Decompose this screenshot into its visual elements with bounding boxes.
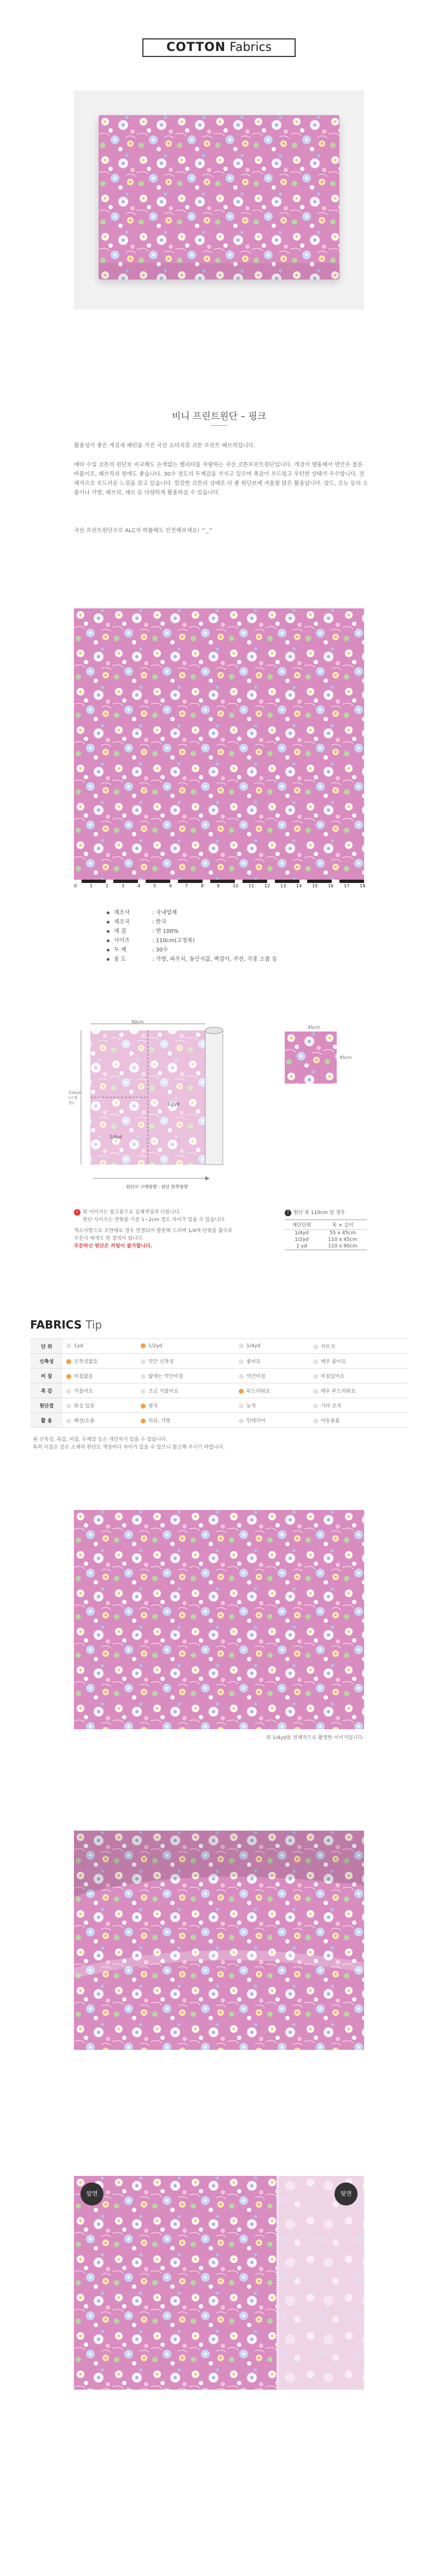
ruler-tick-label: 15	[312, 884, 318, 888]
dot-icon	[66, 1389, 71, 1394]
fabric-photo-drape	[74, 1831, 364, 2050]
dot-icon	[313, 1404, 318, 1409]
spec-list	[107, 908, 277, 964]
intro-paragraph-1: 활용성이 좋은 게검새 패턴을 가진 국산 쇼타지갖 코튼 프린트 패브릭입니다.	[74, 443, 256, 449]
ruler-tick-label: 13	[280, 884, 286, 888]
spec-key: 용 도	[114, 956, 126, 962]
spec-value: : 30수	[152, 947, 168, 953]
direction-note: 원단이 구매방향 : 원단 한쪽방향	[126, 1184, 188, 1189]
dot-icon	[313, 1374, 318, 1379]
tip-row-header: 활 용	[30, 1413, 63, 1428]
size-diagram	[68, 1019, 252, 1200]
dot-icon	[313, 1389, 318, 1394]
spec-row	[107, 955, 277, 964]
product-title: 비니 프린트원단 – 핑크	[171, 411, 267, 422]
folded-fabric-image	[99, 115, 339, 280]
tip-option: 능직	[235, 1398, 310, 1413]
spec-value: : 면 100%	[152, 928, 178, 934]
tip-option: 1yd	[63, 1339, 137, 1354]
bullet-icon	[107, 921, 110, 924]
bullet-icon	[107, 949, 110, 951]
dot-icon	[66, 1404, 71, 1409]
tip-option: 좋아요	[235, 1354, 310, 1369]
notes-block	[74, 1209, 238, 1250]
tip-notes	[33, 1436, 411, 1451]
fabric-photo-full	[74, 1510, 364, 1729]
tip-note-1: 위 신축성, 촉감, 비침, 두께감 등은 개인차가 있을 수 있습니다.	[33, 1437, 168, 1443]
tip-option: 부드러워요	[235, 1383, 310, 1398]
dot-icon	[66, 1343, 71, 1348]
tip-option: 아동용품	[310, 1413, 408, 1428]
size-table-block	[285, 1209, 383, 1250]
tip-option: 비침있어요	[310, 1369, 408, 1383]
intro-paragraph-3: 국산 프린트원단으로 ALC자 하뚫해도 안전해보세요! ^_^	[74, 528, 214, 534]
ruler-tick-label: 10	[233, 884, 239, 888]
width-label: 90cm	[131, 1019, 144, 1024]
notice-icon: !	[74, 1209, 80, 1216]
tip-option: 워싱 있음	[63, 1398, 137, 1413]
note-1: 위 이미지는 참고용으로 실제색상과 다릅니다.	[83, 1210, 181, 1215]
note-2: 원단 사이즈는 전원봉 기준 1~2cm 정도 차이가 있을 수 있습니다.	[83, 1217, 226, 1223]
tip-option: 패션/소품	[63, 1413, 137, 1428]
tip-option: 거칠어요	[63, 1383, 137, 1398]
tip-option: 커트지	[310, 1339, 408, 1354]
quarter-yard-label: 1/4yd	[110, 1135, 122, 1139]
photo-caption: 위 1/4yd를 전체적으로 촬영한 이미지입니다.	[266, 1735, 364, 1741]
tip-option: 매우 좋아요	[310, 1354, 408, 1369]
selected-dot-icon	[141, 1343, 146, 1348]
small-swatch-diagram	[285, 1025, 356, 1091]
tip-option: 의류, 가방	[137, 1413, 235, 1428]
tip-row	[30, 1369, 408, 1383]
tip-option: 매우 부드러워요	[310, 1383, 408, 1398]
dot-icon	[141, 1359, 146, 1364]
tip-row-header: 단 위	[30, 1339, 63, 1354]
ruler-tick-label: 16	[328, 884, 334, 888]
brand-subtitle: Fabrics	[229, 41, 272, 54]
tip-row-header: 신축성	[30, 1354, 63, 1369]
tip-row	[30, 1398, 408, 1413]
ruler-tick-label: 14	[296, 884, 302, 888]
half-yard-label: 1/2yd	[167, 1102, 180, 1107]
ruler-tick-label: 8	[201, 884, 204, 888]
tip-row-header: 촉 감	[30, 1383, 63, 1398]
fabrics-tip-table	[30, 1338, 408, 1428]
height-label: 110cm (고정폭)	[68, 1091, 82, 1105]
tip-row-header: 원단결	[30, 1398, 63, 1413]
spec-key: 사이즈	[114, 938, 130, 944]
ruler-tick-label: 4	[137, 884, 141, 888]
bullet-icon	[107, 930, 110, 933]
size-table: 재단단위 폭 × 길이 1/4yd 55 x 45cm 1/2yd 110 x 45cm 1 yd 110 x 90cm	[285, 1219, 367, 1250]
ruler	[74, 880, 364, 890]
tip-option: 기타 조직	[310, 1398, 408, 1413]
tip-option: 평직	[137, 1398, 235, 1413]
dot-icon	[313, 1344, 318, 1349]
spec-row	[107, 945, 277, 955]
ruler-tick-label: 11	[249, 884, 255, 888]
dot-icon	[313, 1418, 318, 1423]
spec-row	[107, 917, 277, 927]
tip-row	[30, 1383, 408, 1398]
info-icon: !	[285, 1210, 291, 1216]
ruler-tick-label: 17	[344, 884, 350, 888]
bullet-icon	[107, 958, 110, 961]
tip-option: 인테리어	[235, 1413, 310, 1428]
spec-row	[107, 936, 277, 945]
dot-icon	[239, 1418, 244, 1423]
spec-value: : 가방, 파우치, 동인지값, 벽걸이, 쿠션, 각종 소품 등	[152, 956, 278, 962]
selected-dot-icon	[239, 1389, 244, 1394]
brand-header	[142, 38, 296, 57]
tip-row	[30, 1413, 408, 1428]
spec-value: : 110cm(고정폭)	[152, 938, 195, 944]
bullet-icon	[107, 911, 110, 914]
selected-dot-icon	[141, 1404, 146, 1409]
tip-option: 비침없음	[63, 1369, 137, 1383]
small-width-label: 45cm	[308, 1025, 320, 1030]
ruler-tick-label: 5	[153, 884, 157, 888]
fabric-swatch-image	[74, 608, 364, 880]
bullet-icon	[107, 939, 110, 942]
back-badge: 뒷면	[335, 2182, 358, 2205]
tip-option: 조금 거칠어요	[137, 1383, 235, 1398]
spec-key: 제조국	[114, 919, 130, 925]
tip-row	[30, 1339, 408, 1354]
dot-icon	[141, 1389, 146, 1394]
spec-key: 제조사	[114, 910, 130, 916]
tip-option: 1/2yd	[137, 1339, 235, 1354]
brand-title: COTTON	[166, 41, 226, 54]
ruler-tick-label: 0	[74, 884, 77, 888]
tip-row-header: 비 침	[30, 1369, 63, 1383]
ruler-tick-label: 7	[185, 884, 188, 888]
fabrics-tip-title: FABRICS Tip	[30, 1318, 102, 1331]
front-badge: 앞면	[80, 2182, 103, 2205]
note-4: 주문하신 원단은 커팅이 불가합니다.	[74, 1244, 153, 1249]
ruler-tick-label: 18	[360, 884, 366, 888]
intro-paragraph-2: 예타 수입 코튼의 원단보 비교해도 손색없는 헬리티를 자랑하는 국산 코튼프린트원단입니다. 게검이 탱통해서 면안은 물론 바불이로, 패브릭의 원에도 좋습니다. 30수 정도의 두께감을 가지고 있으며 촉감이 부드럽고 우턴한 상태가 우수합니다. 전체적으로 부드러운 느낌을 갖고 있습니다. 깔끔한 코튼의 성태로 다 좋 원단보에 저울릴 맑은 활용납니다. 앞도, 로뉴 등의 소품이나 가방, 패브릭, 채르 등 다양하게 활용하실 수 있습니다.	[74, 462, 368, 496]
ruler-tick-label: 12	[264, 884, 270, 888]
tip-option: 약간 신축성	[137, 1354, 235, 1369]
selected-dot-icon	[66, 1374, 71, 1379]
size-title: 원단 폭 110cm 일 경우	[293, 1210, 345, 1216]
ruler-tick-label: 2	[106, 884, 109, 888]
tip-option: 얇게는 약간비침	[137, 1369, 235, 1383]
hero-image	[74, 90, 364, 310]
dot-icon	[313, 1359, 318, 1364]
spec-row	[107, 927, 277, 936]
title-divider	[211, 425, 227, 426]
spec-key: 재 질	[114, 928, 126, 934]
small-height-label: 45cm	[339, 1055, 352, 1060]
spec-value: : 한국	[152, 919, 166, 925]
ruler-tick-label: 9	[217, 884, 220, 888]
front-back-comparison	[74, 2176, 364, 2390]
dot-icon	[239, 1374, 244, 1379]
selected-dot-icon	[66, 1359, 71, 1364]
tip-row	[30, 1354, 408, 1369]
ruler-tick-label: 3	[122, 884, 125, 888]
dot-icon	[141, 1374, 146, 1379]
ruler-tick-label: 6	[169, 884, 172, 888]
tip-option: 1/4yd	[235, 1339, 310, 1354]
note-3: 색소사항으로 조만에요 경우 연결되어 발송해 드리며 1/4에 단위를 출수로 주문시 애색으 한 결적이 됩니다.	[74, 1228, 233, 1241]
spec-row	[107, 908, 277, 917]
dot-icon	[66, 1418, 71, 1423]
dot-icon	[239, 1359, 244, 1364]
tip-option: 약간비침	[235, 1369, 310, 1383]
spec-key: 두 께	[114, 947, 126, 953]
tip-note-2: 특히 비침은 같은 소재라 원단도 색상마다 차이가 있을 수 있으니 참고해 주시기 바랍니다.	[33, 1445, 225, 1450]
selected-dot-icon	[141, 1418, 146, 1423]
ruler-tick-label: 1	[90, 884, 93, 888]
tip-option: 신축성없음	[63, 1354, 137, 1369]
dot-icon	[239, 1343, 244, 1348]
spec-value: : 국내업체	[152, 910, 177, 916]
dot-icon	[239, 1404, 244, 1409]
